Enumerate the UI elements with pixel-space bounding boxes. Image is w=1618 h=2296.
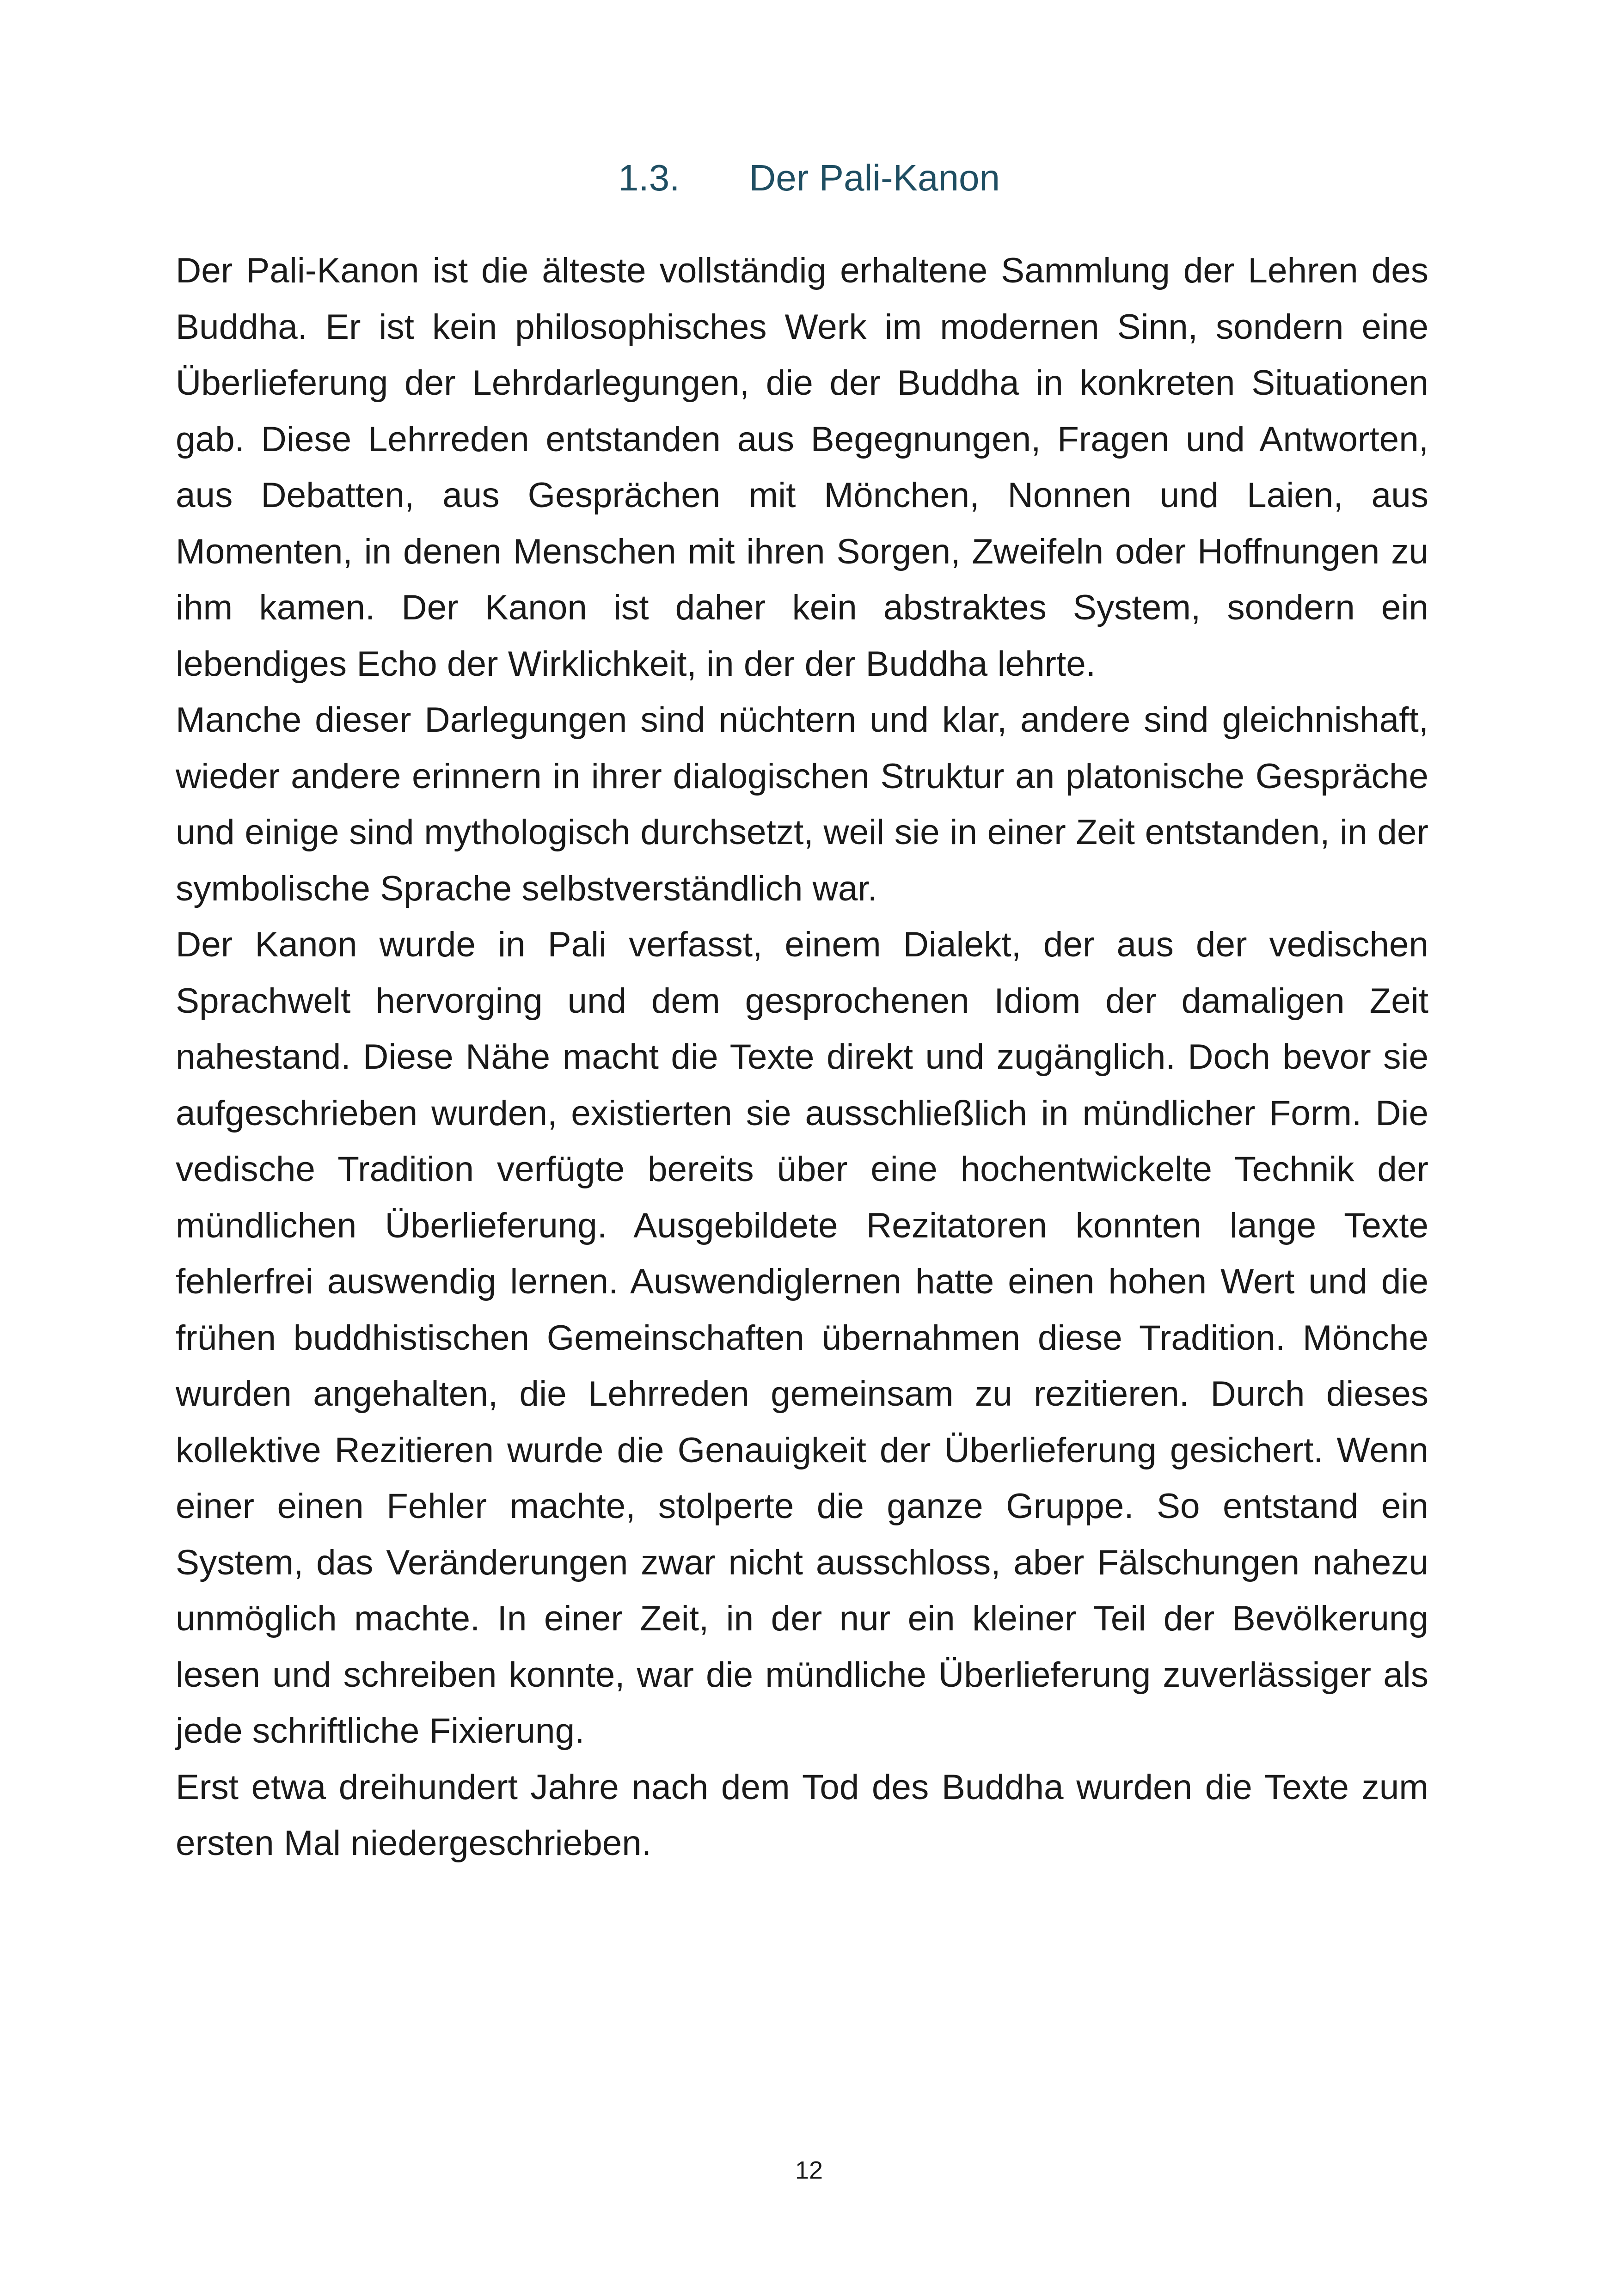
section-title: Der Pali-Kanon xyxy=(749,157,1000,198)
paragraph-3: Der Kanon wurde in Pali verfasst, einem Dialekt, der aus der vedischen Sprachwelt hervorging und dem gesprochenen Idiom der damaligen Zeit nahestand. Diese Nähe macht die Texte direkt und zugänglich. Doch bevor sie aufgeschrieben wurden, existierten sie ausschließlich in mündlicher Form. Die vedische Tradition verfügte bereits über eine hochentwickelte Technik der mündlichen Überlieferung. Ausgebildete Rezitatoren konnten lange Texte fehlerfrei auswendig lernen. Auswendiglernen hatte einen hohen Wert und die frühen buddhistischen Gemeinschaften übernahmen diese Tradition. Mönche wurden angehalten, die Lehrreden gemeinsam zu rezitieren. Durch dieses kollektive Rezitieren wurde die Genauigkeit der Überlieferung gesichert. Wenn einer einen Fehler machte, stolperte die ganze Gruppe. So entstand ein System, das Veränderungen zwar nicht ausschloss, aber Fälschungen nahezu unmöglich machte. In einer Zeit, in der nur ein kleiner Teil der Bevölkerung lesen und schreiben konnte, war die mündliche Überlieferung zuverlässiger als jede schriftliche Fixierung. xyxy=(176,925,1428,1751)
section-number: 1.3. xyxy=(618,157,680,198)
paragraph-2: Manche dieser Darlegungen sind nüchtern und klar, andere sind gleichnishaft, wieder andere erinnern in ihrer dialogischen Struktur an platonische Gespräche und einige sind mythologisch durchsetzt, weil sie in einer Zeit entstanden, in der symbolische Sprache selbstverständlich war. xyxy=(176,700,1428,908)
section-heading xyxy=(0,153,1618,203)
page-number: 12 xyxy=(795,2156,823,2184)
body-text xyxy=(176,243,1428,1872)
paragraph-1: Der Pali-Kanon ist die älteste vollständig erhaltene Sammlung der Lehren des Buddha. Er ist kein philosophisches Werk im modernen Sinn, sondern eine Überlieferung der Lehrdarlegungen, die der Buddha in konkreten Situationen gab. Diese Lehrreden entstanden aus Begegnungen, Fragen und Antworten, aus Debatten, aus Gesprächen mit Mönchen, Nonnen und Laien, aus Momenten, in denen Menschen mit ihren Sorgen, Zweifeln oder Hoffnungen zu ihm kamen. Der Kanon ist daher kein abstraktes System, sondern ein lebendiges Echo der Wirklichkeit, in der der Buddha lehrte. xyxy=(176,251,1428,684)
paragraph-4: Erst etwa dreihundert Jahre nach dem Tod des Buddha wurden die Texte zum ersten Mal niedergeschrieben. xyxy=(176,1767,1428,1863)
